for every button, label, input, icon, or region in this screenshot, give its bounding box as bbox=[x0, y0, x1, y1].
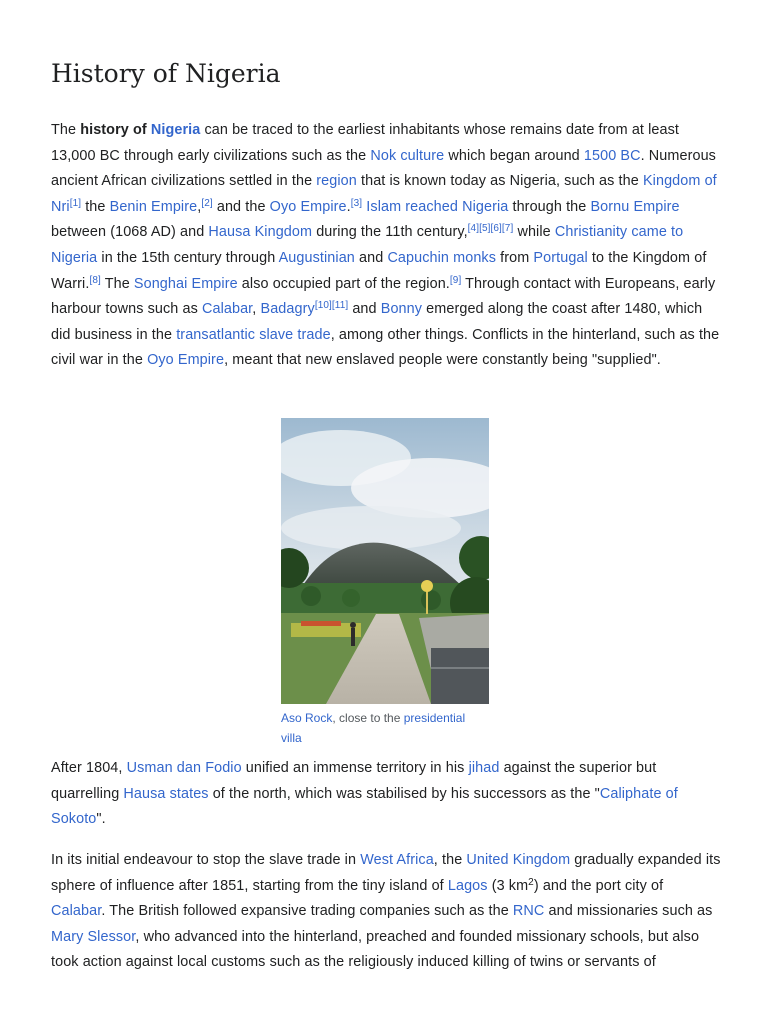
citation-8[interactable] bbox=[89, 276, 100, 292]
link-presidential-villa[interactable]: presidential villa bbox=[281, 711, 466, 745]
text: and the bbox=[212, 198, 270, 215]
aso-rock-image[interactable] bbox=[281, 418, 489, 704]
text: . The British followed expansive trading companies such as the bbox=[101, 903, 513, 920]
text: Through contact with Europeans, early harbour towns such as bbox=[51, 275, 716, 318]
bold-text: history of bbox=[80, 122, 151, 138]
text: against the superior but quarrelling bbox=[51, 760, 657, 802]
text: in the 15th century through bbox=[97, 249, 279, 266]
text: the bbox=[81, 198, 110, 215]
link-hausa-states[interactable]: Hausa states bbox=[123, 785, 209, 802]
citation-2[interactable] bbox=[201, 199, 212, 215]
link-bonny[interactable]: Bonny bbox=[380, 301, 423, 318]
link-portugal[interactable]: Portugal bbox=[533, 249, 588, 266]
link-capuchin-monks[interactable]: Capuchin monks bbox=[387, 249, 497, 266]
text: from bbox=[496, 249, 534, 266]
aso-rock-photo bbox=[281, 418, 489, 704]
link-region[interactable]: region bbox=[316, 173, 357, 190]
text: can be traced to the earliest inhabitants whose remains date from at least 13,000 BC through early civilizations such as the bbox=[51, 122, 680, 164]
link-usman-dan-fodio[interactable]: Usman dan Fodio bbox=[126, 760, 242, 776]
text: , meant that new enslaved people were constantly being "supplied". bbox=[224, 352, 661, 369]
text: that is known today as Nigeria, such as the bbox=[356, 173, 643, 190]
text: The bbox=[100, 275, 134, 292]
citation-10-11[interactable] bbox=[315, 301, 348, 317]
link-kingdom-of-nri[interactable]: Kingdom of Nri bbox=[51, 173, 717, 215]
link-benin-empire[interactable]: Benin Empire bbox=[109, 198, 198, 215]
citation-9[interactable] bbox=[450, 276, 461, 292]
text: while bbox=[513, 224, 555, 241]
link-rnc[interactable]: RNC bbox=[512, 903, 545, 920]
text: . Numerous ancient African civilizations settled in the bbox=[51, 147, 716, 190]
citation-text: [9] bbox=[449, 274, 462, 286]
link-badagry[interactable]: Badagry bbox=[260, 301, 315, 318]
link-oyo-empire[interactable]: Oyo Empire bbox=[269, 198, 347, 215]
text: , who advanced into the hinterland, preached and founded missionary schools, but also took action against local customs such as the religiously induced killing of twins or servants of bbox=[51, 928, 700, 971]
text: gradually expanded its sphere of influence after 1851, starting from the tiny island of bbox=[51, 852, 721, 894]
citation-4-7[interactable] bbox=[468, 224, 514, 240]
text: and bbox=[354, 249, 388, 266]
citation-text: [2] bbox=[201, 197, 213, 209]
text: , bbox=[252, 301, 261, 318]
superscript: 2 bbox=[528, 876, 534, 888]
link-islam-reached-nigeria[interactable]: Islam reached Nigeria bbox=[366, 198, 509, 215]
link-caliphate-of-sokoto[interactable]: Caliphate of Sokoto bbox=[51, 785, 678, 828]
link-west-africa[interactable]: West Africa bbox=[360, 852, 434, 868]
link-nigeria[interactable]: Nigeria bbox=[150, 122, 201, 138]
text: of the north, which was stabilised by his successors as the " bbox=[208, 785, 600, 802]
text: during the 11th century, bbox=[312, 224, 468, 241]
text: between (1068 AD) and bbox=[51, 224, 209, 241]
text: and bbox=[348, 301, 381, 318]
citation-1[interactable] bbox=[70, 199, 81, 215]
page-title: History of Nigeria bbox=[51, 59, 281, 88]
paragraph-british bbox=[51, 848, 721, 976]
text: emerged along the coast after 1480, which did business in the bbox=[51, 301, 703, 343]
text: ) and the port city of bbox=[533, 877, 664, 894]
text: , among other things. Conflicts in the hinterland, such as the civil war in the bbox=[51, 326, 720, 369]
link-calabar[interactable]: Calabar bbox=[201, 301, 253, 318]
text: . bbox=[346, 198, 351, 215]
link-united-kingdom[interactable]: United Kingdom bbox=[466, 852, 571, 868]
figure-caption bbox=[281, 708, 481, 748]
text: In its initial endeavour to stop the slave trade in bbox=[51, 852, 361, 868]
link-transatlantic-slave-trade[interactable]: transatlantic slave trade bbox=[176, 326, 331, 343]
text: , close to the bbox=[332, 711, 404, 725]
paragraph-intro bbox=[51, 118, 721, 374]
link-augustinian[interactable]: Augustinian bbox=[278, 249, 355, 266]
text: and missionaries such as bbox=[544, 903, 713, 920]
citation-text: [10][11] bbox=[314, 300, 349, 312]
citation-3[interactable] bbox=[351, 199, 362, 215]
link-calabar-2[interactable]: Calabar bbox=[51, 903, 102, 920]
text: unified an immense territory in his bbox=[241, 760, 469, 776]
paragraph-sokoto bbox=[51, 756, 721, 833]
link-1500-bc[interactable]: 1500 BC bbox=[583, 147, 641, 164]
citation-text: [8] bbox=[89, 274, 101, 286]
text: (3 km bbox=[487, 877, 529, 894]
citation-text: [1] bbox=[69, 197, 82, 209]
text: The bbox=[51, 122, 81, 138]
link-lagos[interactable]: Lagos bbox=[447, 877, 488, 894]
text: , the bbox=[433, 852, 467, 868]
link-jihad[interactable]: jihad bbox=[468, 760, 500, 776]
link-christianity-came-to-nigeria[interactable]: Christianity came to Nigeria bbox=[51, 224, 684, 266]
link-nok-culture[interactable]: Nok culture bbox=[370, 147, 445, 164]
link-oyo-empire-2[interactable]: Oyo Empire bbox=[147, 352, 225, 369]
link-hausa-kingdom[interactable]: Hausa Kingdom bbox=[208, 224, 313, 241]
text: ". bbox=[96, 811, 106, 828]
link-songhai-empire[interactable]: Songhai Empire bbox=[133, 275, 238, 292]
text: which began around bbox=[444, 147, 584, 164]
text: , bbox=[197, 198, 202, 215]
text: to the Kingdom of Warri. bbox=[51, 249, 707, 292]
text: also occupied part of the region. bbox=[237, 275, 450, 292]
link-mary-slessor[interactable]: Mary Slessor bbox=[51, 928, 136, 945]
citation-text: [3] bbox=[350, 197, 363, 209]
text: through the bbox=[508, 198, 591, 215]
citation-text: [4][5][6][7] bbox=[467, 223, 514, 235]
link-aso-rock[interactable]: Aso Rock bbox=[281, 711, 333, 725]
link-bornu-empire[interactable]: Bornu Empire bbox=[590, 198, 680, 215]
text: After 1804, bbox=[51, 760, 127, 776]
